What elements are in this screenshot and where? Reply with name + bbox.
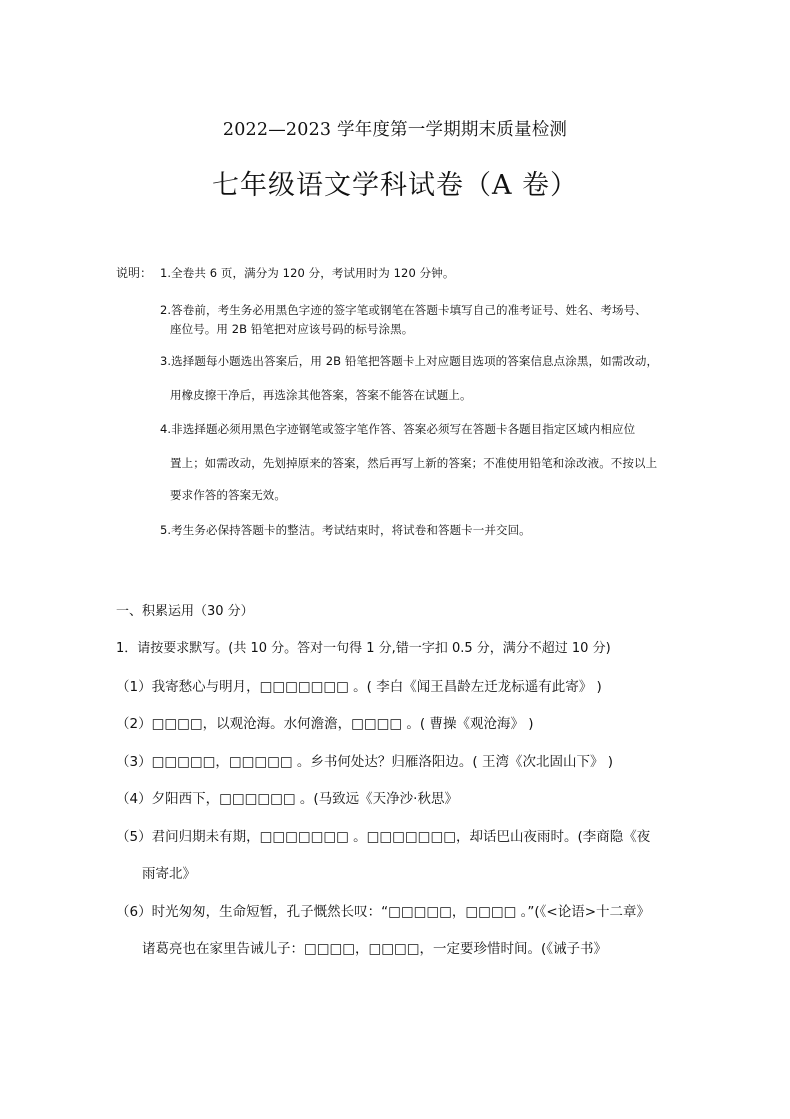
instruction-line-2b: 座位号。用 2B 铅笔把对应该号码的标号涂黑。 xyxy=(170,322,414,336)
question-item-3: （3）□□□□□，□□□□□ 。乡书何处达？归雁洛阳边。( 王湾《次北固山下》 ) xyxy=(116,754,614,770)
instruction-line-4b: 置上；如需改动，先划掉原来的答案，然后再写上新的答案；不准使用铅笔和涂改液。不按以上 xyxy=(170,456,658,470)
instruction-line-5: 5.考生务必保持答题卡的整洁。考试结束时，将试卷和答题卡一并交回。 xyxy=(160,523,531,537)
question-item-6: （6）时光匆匆，生命短暂，孔子慨然长叹：“□□□□□，□□□□ 。”(《<论语>十二章》 xyxy=(116,904,651,920)
exam-period-title: 2022—2023 学年度第一学期期末质量检测 xyxy=(222,120,568,140)
instruction-line-2: 2.答卷前，考生务必用黑色字迹的签字笔或钢笔在答题卡填写自己的准考证号、姓名、考场号、 xyxy=(160,303,647,317)
instructions-label: 说明： xyxy=(116,266,153,280)
instruction-line-3b: 用橡皮擦干净后，再选涂其他答案，答案不能答在试题上。 xyxy=(170,388,472,402)
question-item-5-cont: 雨寄北》 xyxy=(142,866,196,882)
question-item-6-cont: 诸葛亮也在家里告诫儿子：□□□□，□□□□，一定要珍惜时间。(《诫子书》 xyxy=(142,941,608,957)
question-item-2: （2）□□□□，以观沧海。水何澹澹，□□□□ 。( 曹操《观沧海》 ) xyxy=(116,716,534,732)
instruction-line-4: 4.非选择题必须用黑色字迹钢笔或签字笔作答、答案必须写在答题卡各题目指定区域内相应位 xyxy=(160,422,636,436)
instruction-line-3: 3.选择题每小题选出答案后，用 2B 铅笔把答题卡上对应题目选项的答案信息点涂黑，如需改动， xyxy=(160,354,659,368)
question-item-1: （1）我寄愁心与明月，□□□□□□□ 。( 李白《闻王昌龄左迁龙标遥有此寄》 ) xyxy=(116,679,602,695)
exam-subject-title: 七年级语文学科试卷（A 卷） xyxy=(211,170,579,201)
question-item-4: （4）夕阳西下，□□□□□□ 。(马致远《天净沙·秋思》 xyxy=(116,791,458,807)
section-heading: 一、积累运用（30 分） xyxy=(116,604,254,619)
instruction-line-1: 1.全卷共 6 页，满分为 120 分，考试用时为 120 分钟。 xyxy=(160,266,455,280)
instruction-line-4c: 要求作答的答案无效。 xyxy=(170,488,286,502)
question-item-5: （5）君问归期未有期，□□□□□□□ 。□□□□□□□，却话巴山夜雨时。(李商隐《夜 xyxy=(116,829,651,845)
question-1: 1．请按要求默写。(共 10 分。答对一句得 1 分,错一字扣 0.5 分，满分不超过 10 分) xyxy=(116,641,611,656)
